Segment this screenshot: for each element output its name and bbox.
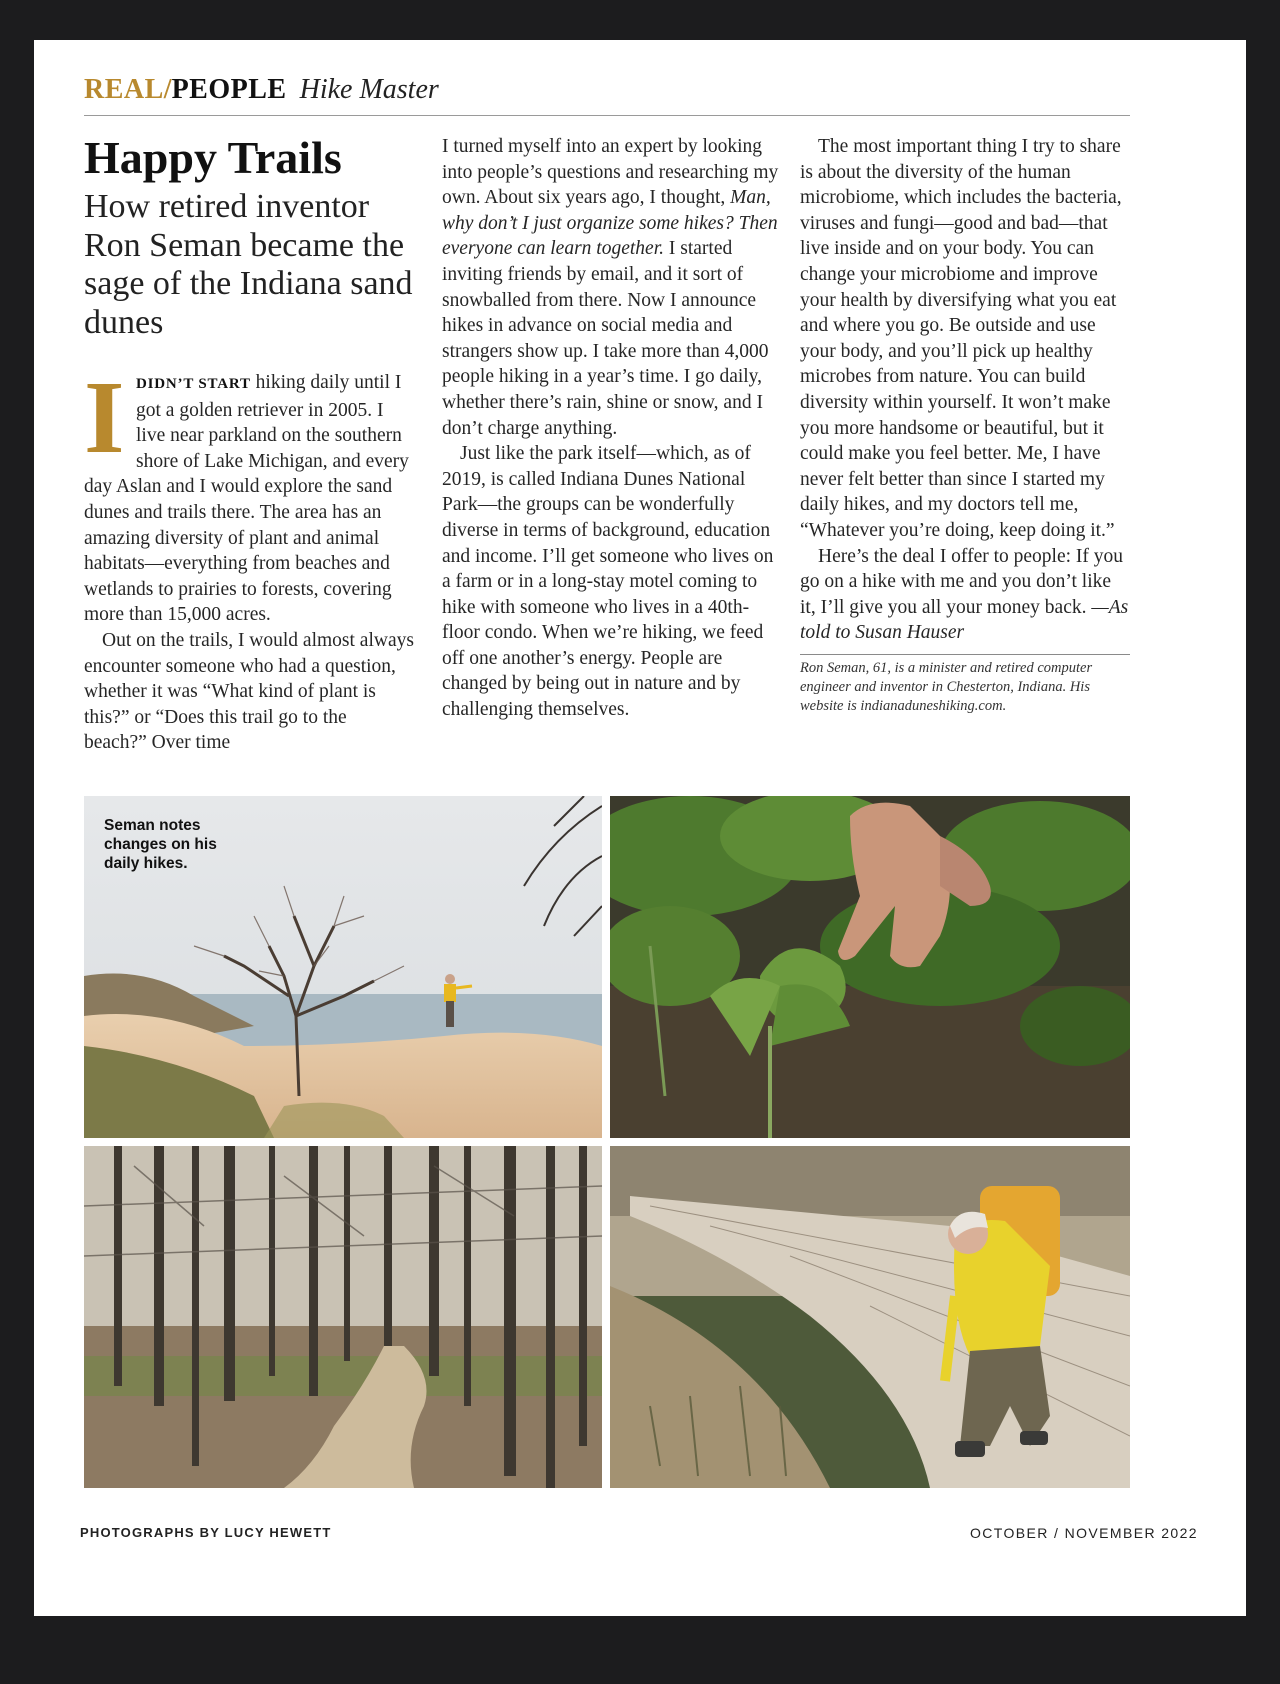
photo-boardwalk-hiker [610, 1146, 1130, 1488]
section-header [84, 70, 439, 110]
paragraph-text: I turned myself into an expert by looking into people’s questions and researching my own. About six years ago, I thought, [442, 136, 779, 209]
photo-dune-hiker [84, 796, 602, 1138]
paragraph [442, 134, 782, 441]
paragraph [800, 544, 1130, 646]
lead-smallcaps: DIDN’T START [136, 376, 251, 392]
as-told-to-credit: —As told to Susan Hauser [800, 596, 1129, 644]
dek: How retired inventor Ron Seman became the sage of the Indiana sand dunes [84, 188, 413, 341]
paragraph: The most important thing I try to share is about the diversity of the human microbiome, which includes the bacteria, viruses and fungi—good and bad—that live inside and on your body. You can change your microbiome and improve your health by diversifying what you eat and where you go. Be outside and use your body, and you’ll pick up healthy microbes from nature. You can build diversity within yourself. It won’t make you more handsome or beautiful, but it could make you feel better. Me, I have never felt better than since I started my daily hikes, and my doctors tell me, “Whatever you’re doing, keep doing it.” [800, 136, 1122, 541]
author-bio: Ron Seman, 61, is a minister and retired computer engineer and inventor in Chesterton, Indiana. His website is indianaduneshiking.com. [800, 659, 1093, 714]
section-subtitle: Hike Master [299, 74, 439, 105]
paragraph: Out on the trails, I would almost always encounter someone who had a question, whether it was “What kind of plant is this?” or “Does this trail go to the beach?” Over time [84, 629, 414, 754]
photo-forest-trail [84, 1146, 602, 1488]
lead-text: hiking daily until I got a golden retriever in 2005. I live near parkland on the southern shore of Lake Michigan, and every day Aslan and I would explore the sand dunes and trails there. The area has an amazing diversity of plant and animal habitats—everything from beaches and wetlands to prairies to forests, covering more than 15,000 acres. [84, 372, 409, 626]
paragraph-text: Here’s the deal I offer to people: If you go on a hike with me and you don’t like it, I’ll give you all your money back. [800, 545, 1124, 618]
paragraph: Just like the park itself—which, as of 2019, is called Indiana Dunes National Park—the groups can be wonderfully diverse in terms of background, education and income. I’ll get someone who lives on a farm or in a long-stay motel coming to hike with someone who lives in a 40th-floor condo. When we’re hiking, we feed off one another’s energy. People are changed by being out in nature and by challenging themselves. [442, 443, 774, 721]
header-rule [84, 115, 1130, 116]
article-column-1 [84, 134, 414, 756]
section-slash: / [163, 74, 172, 105]
section-brand: REAL [84, 74, 164, 105]
section-name: PEOPLE [171, 74, 287, 105]
paragraph-text: I started inviting friends by email, and it sort of snowballed from there. Now I announce hikes in advance on social media and strangers show up. I take more than 4,000 people hiking in a year’s time. I go daily, whether there’s rain, shine or snow, and I don’t charge anything. [442, 238, 769, 439]
drop-cap: I [84, 360, 125, 475]
bio-rule [800, 654, 1130, 716]
issue-date: OCTOBER / NOVEMBER 2022 [969, 1525, 1198, 1541]
article-column-3 [800, 134, 1130, 716]
headline: Happy Trails [84, 132, 342, 183]
article-column-2 [442, 134, 782, 723]
italic-thought: Man, why don’t I just organize some hikes? Then everyone can learn together. [442, 187, 778, 260]
photo-caption: Seman notes changes on his daily hikes. [104, 817, 217, 872]
photo-hand-plant [610, 796, 1130, 1138]
photo-credit: PHOTOGRAPHS BY LUCY HEWETT [80, 1525, 332, 1540]
lead-paragraph [84, 360, 414, 628]
